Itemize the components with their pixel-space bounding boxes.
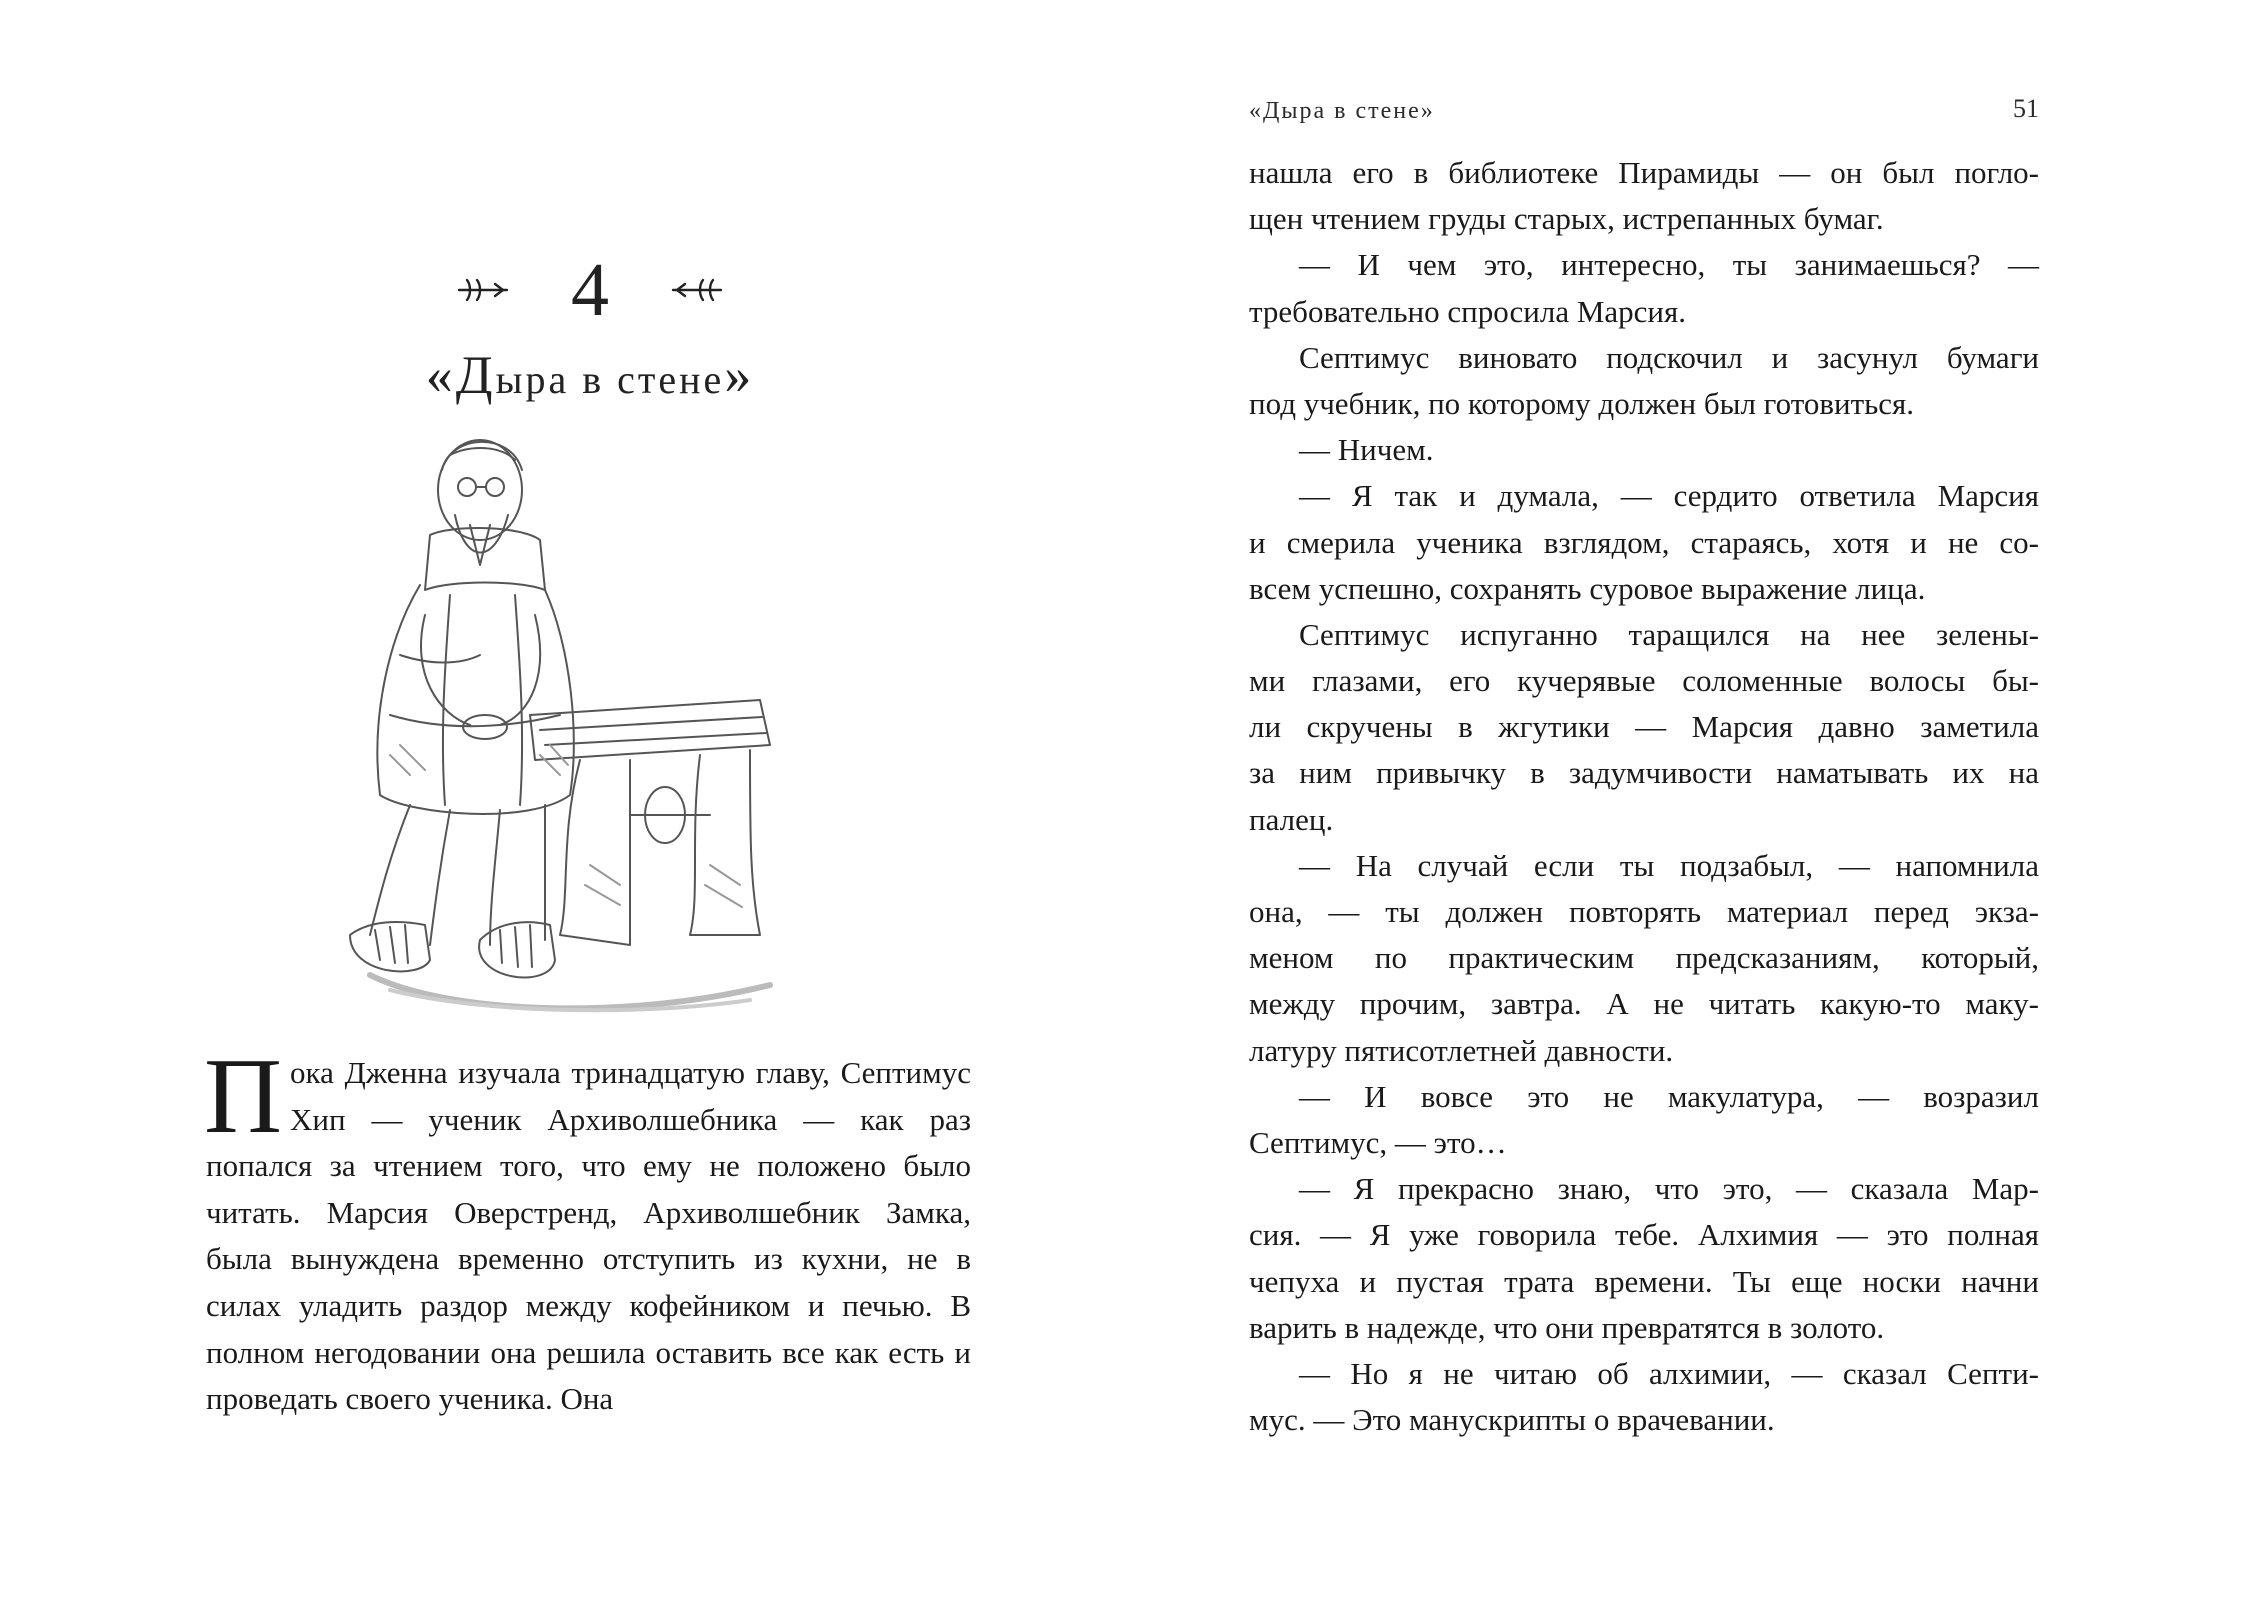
text-line: она, — ты должен повторять материал перед экза- — [1249, 894, 2039, 929]
left-ornament-icon — [455, 275, 511, 305]
text-line: — Я так и думала, — сердито ответила Марсия — [1299, 478, 2039, 514]
chapter-number-row — [200, 250, 980, 330]
text-line: между прочим, завтра. А не читать какую-то маку- — [1249, 986, 2039, 1022]
drop-cap: П — [204, 1037, 282, 1156]
text-line: Септимус испуганно таращился на нее зелены- — [1299, 616, 2039, 652]
text-line: варить в надежде, что они превратятся в золото. — [1249, 1309, 1885, 1345]
wizard-illustration — [330, 415, 800, 1025]
text-line: под учебник, по которому должен был готовиться. — [1249, 385, 1915, 421]
text-line: Септимус виновато подскочил и засунул бумаги — [1299, 339, 2039, 375]
text-line: щен чтением груды старых, истрепанных бумаг. — [1249, 201, 1884, 237]
text-line: ми глазами, его кучерявые соломенные волосы бы- — [1249, 663, 2039, 699]
text-line: — На случай если ты подзабыл, — напомнила — [1299, 847, 2039, 883]
old-wizard-on-bench-sketch-icon — [330, 415, 800, 1025]
text-line: — И чем это, интересно, ты занимаешься? — — [1299, 247, 2039, 283]
left-body-text — [204, 1037, 971, 1423]
text-line: нашла его в библиотеке Пирамиды — он был погло- — [1249, 155, 2039, 190]
text-line: — И вовсе это не макулатура, — возразил — [1299, 1078, 2039, 1114]
text-line: всем успешно, сохранять суровое выражение лица. — [1249, 570, 1926, 606]
text-line: меном по практическим предсказаниям, который, — [1249, 940, 2039, 976]
right-ornament-icon — [669, 275, 725, 305]
chapter-heading — [200, 250, 980, 406]
text-line: и смерила ученика взглядом, стараясь, хотя и не со- — [1249, 524, 2039, 560]
text-line: ли скручены в жгутики — Марсия давно заметила — [1249, 709, 2039, 745]
chapter-number: 4 — [571, 248, 609, 332]
text-line: латуру пятисотлетней давности. — [1249, 1032, 1674, 1068]
text-line: Септимус, — это… — [1249, 1124, 1507, 1160]
text-line: чепуха и пустая трата времени. Ты еще носки начни — [1249, 1263, 2039, 1299]
chapter-title: «Дыра в стене» — [425, 345, 755, 405]
right-page — [1121, 0, 2242, 1600]
text-line: — Я прекрасно знаю, что это, — сказала Мар- — [1299, 1171, 2039, 1207]
text-line: — Ничем. — [1299, 432, 1434, 468]
running-title: «Дыра в стене» — [1249, 98, 1435, 124]
text-line: за ним привычку в задумчивости наматывать их на — [1249, 755, 2039, 791]
text-line: палец. — [1249, 801, 1334, 837]
text-line: мус. — Это манускрипты о врачевании. — [1249, 1402, 1775, 1438]
text-line: — Но я не читаю об алхимии, — сказал Септи- — [1299, 1355, 2039, 1391]
left-paragraph: ока Дженна изучала тринадцатую главу, Септимус Хип — ученик Архиволшебника — как раз попался за чтением того, что ему не положено было читать. Марсия Оверстренд, Архиволшебник Замка, была вынуждена временно отступить из кухни, не в силах уладить раздор между кофейником и печью. В полном негодовании она решила оставить все как есть и проведать своего ученика. Она — [206, 1055, 971, 1417]
page-number: 51 — [2013, 94, 2039, 123]
running-header — [1249, 92, 2039, 132]
right-body-text — [1249, 150, 2039, 1443]
text-line: сия. — Я уже говорила тебе. Алхимия — это полная — [1249, 1217, 2039, 1253]
text-line: требовательно спросила Марсия. — [1249, 293, 1687, 329]
